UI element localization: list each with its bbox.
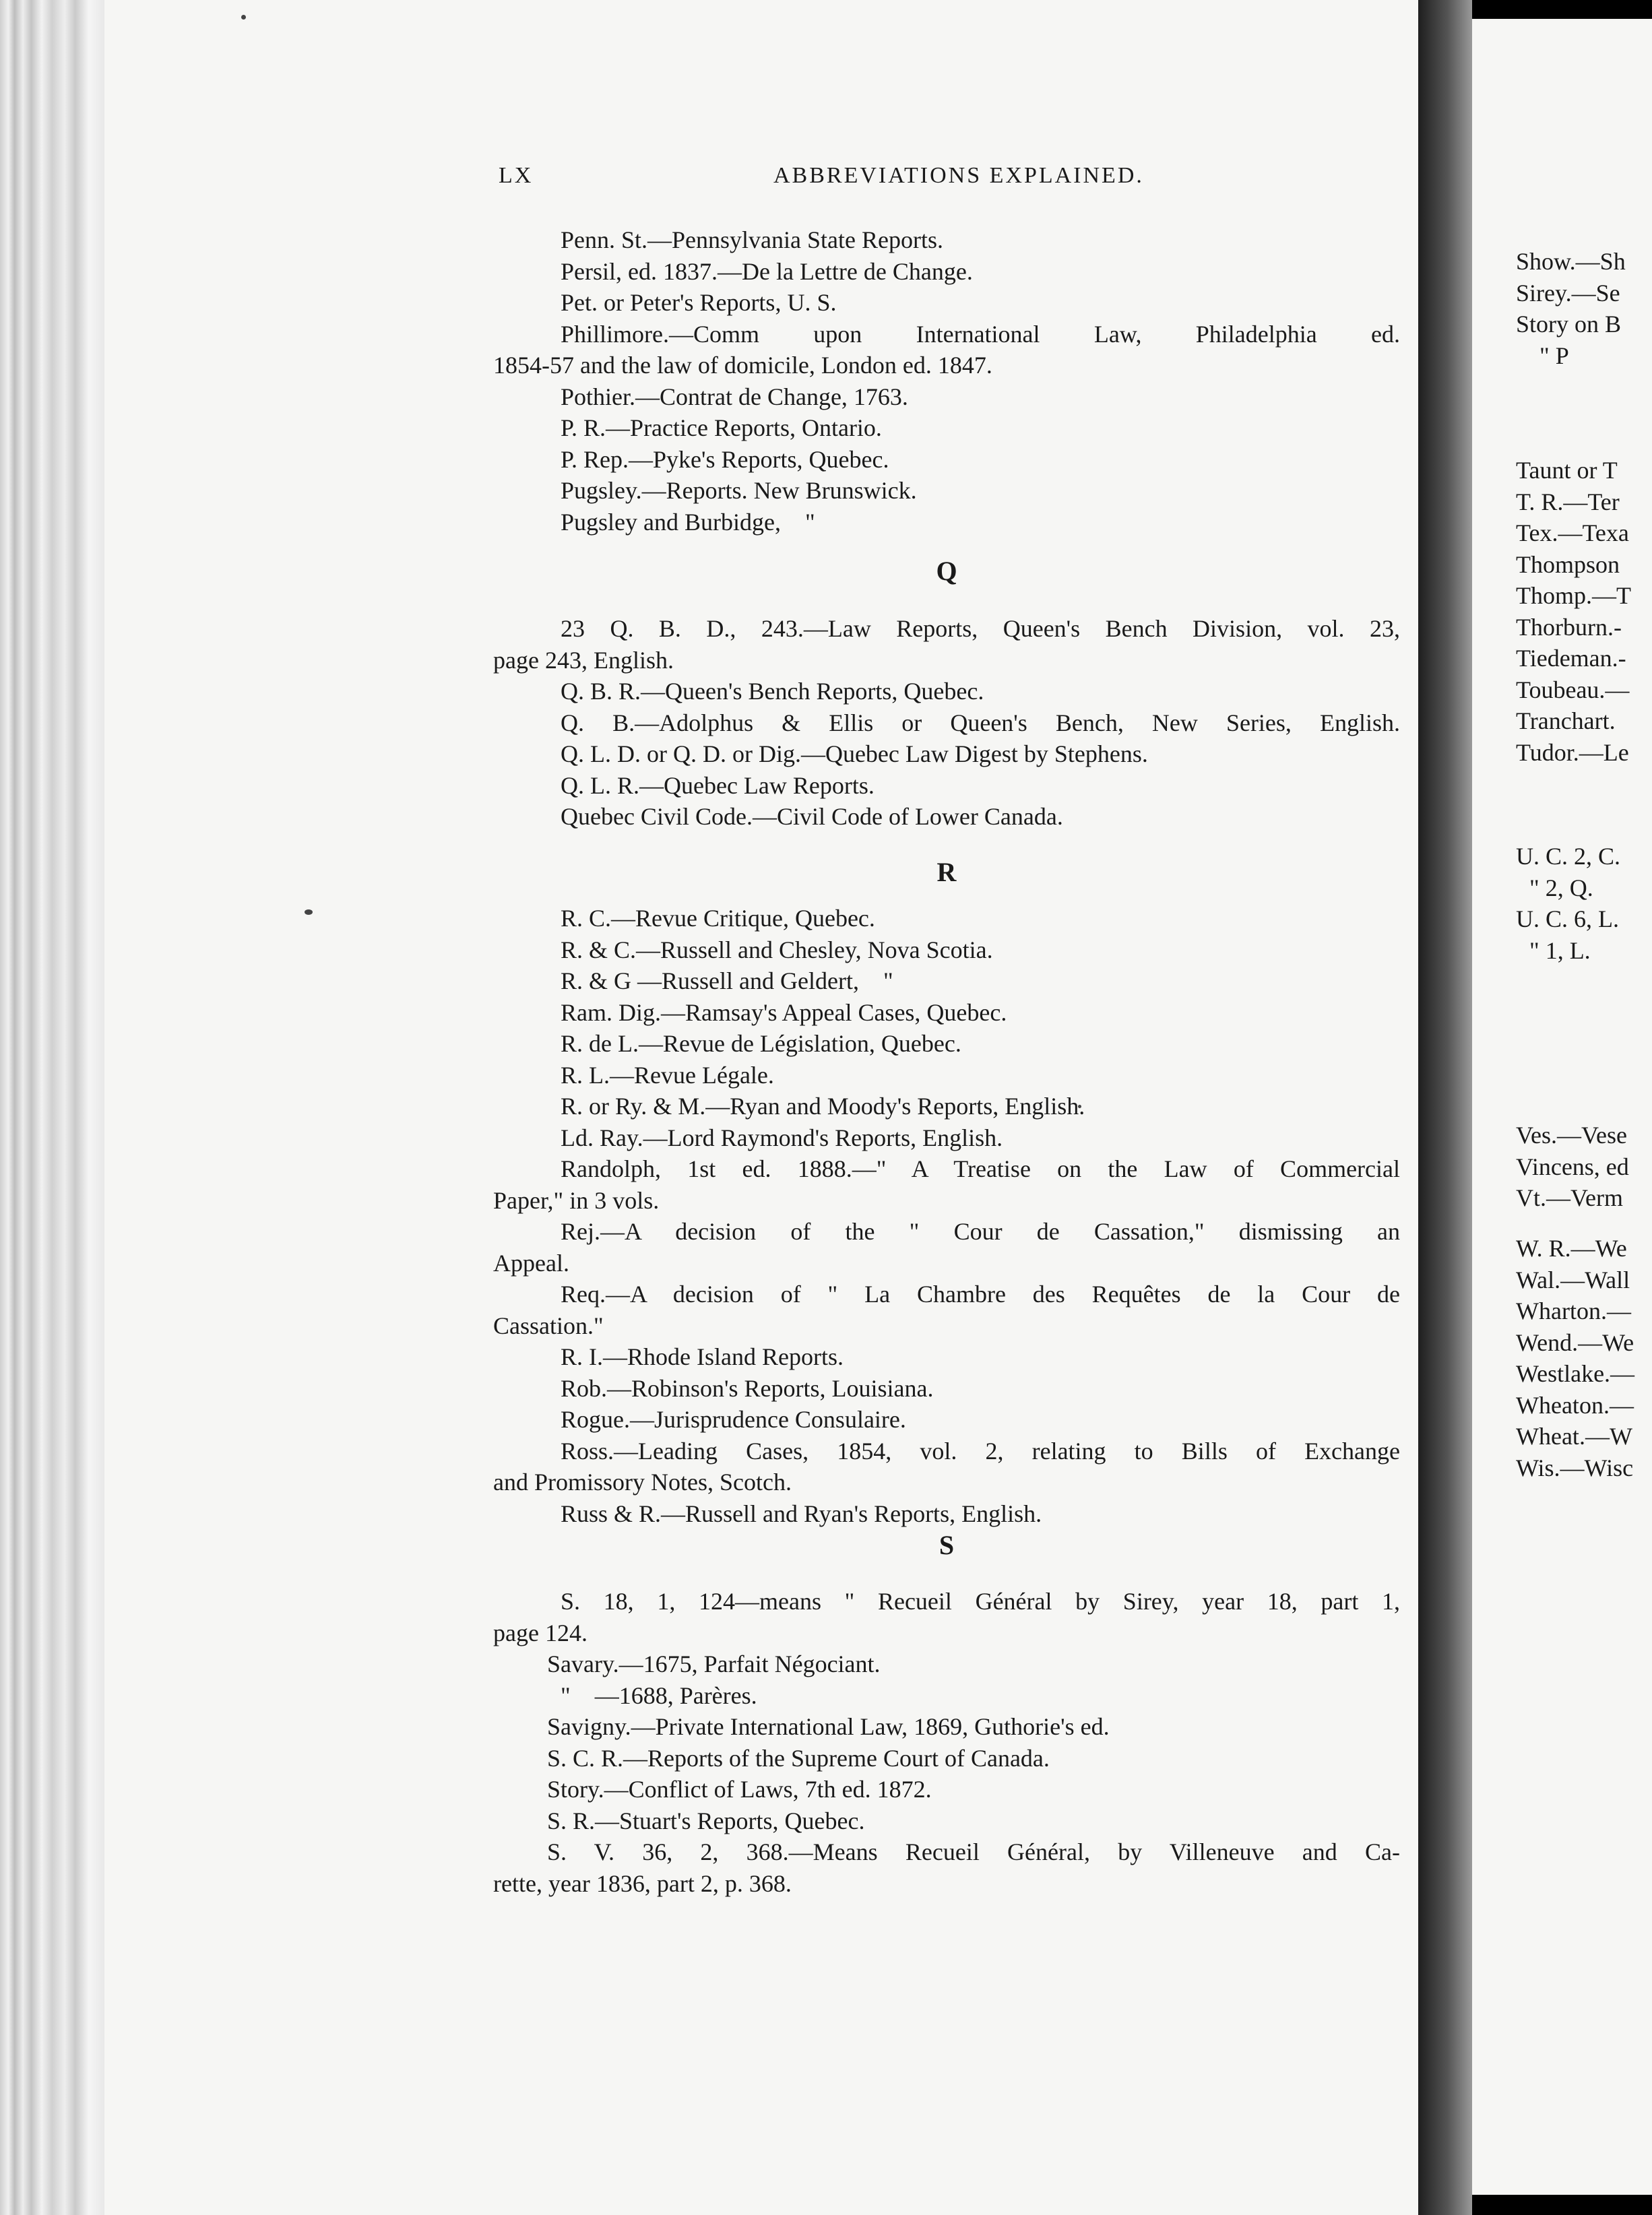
- right-page-block-v: [1516, 1120, 1629, 1214]
- page-number: LX: [499, 163, 534, 188]
- list-item: " —1688, Parères.: [561, 1681, 757, 1709]
- right-page-line: Wheaton.—: [1516, 1391, 1634, 1419]
- list-item: Pugsley and Burbidge, ": [561, 508, 815, 536]
- right-page-line: Wend.—We: [1516, 1328, 1634, 1356]
- list-item: Pugsley.—Reports. New Brunswick.: [561, 477, 917, 504]
- list-item: Phillimore.—Comm upon International Law, Philadelphia ed.: [561, 320, 1400, 348]
- list-item-continuation: and Promissory Notes, Scotch.: [493, 1469, 792, 1496]
- list-item: Q. B. R.—Queen's Bench Reports, Quebec.: [561, 678, 984, 705]
- list-item-continuation: Cassation.": [493, 1312, 604, 1339]
- list-item: Rej.—A decision of the " Cour de Cassation," dismissing an: [561, 1218, 1400, 1245]
- list-item: Pet. or Peter's Reports, U. S.: [561, 289, 837, 316]
- list-item: R. L.—Revue Légale.: [561, 1061, 774, 1089]
- section-letter-s: S: [939, 1530, 955, 1560]
- list-item: Q. L. R.—Quebec Law Reports.: [561, 771, 875, 799]
- list-item: S. C. R.—Reports of the Supreme Court of Canada.: [547, 1744, 1050, 1772]
- right-page-line: W. R.—We: [1516, 1235, 1627, 1262]
- list-item-continuation: 1854-57 and the law of domicile, London ed. 1847.: [493, 352, 992, 379]
- list-item-continuation: Appeal.: [493, 1249, 569, 1277]
- right-page-line: " P: [1539, 342, 1569, 369]
- list-item: Req.—A decision of " La Chambre des Requêtes de la Cour de: [561, 1281, 1400, 1308]
- list-item: R. & G —Russell and Geldert, ": [561, 967, 893, 994]
- list-item: Rob.—Robinson's Reports, Louisiana.: [561, 1374, 934, 1402]
- list-item: Ross.—Leading Cases, 1854, vol. 2, relating to Bills of Exchange: [561, 1437, 1400, 1465]
- list-item-continuation: page 124.: [493, 1619, 587, 1646]
- list-item-continuation: page 243, English.: [493, 646, 674, 674]
- section-p-entries: [493, 224, 1400, 538]
- list-item: Savigny.—Private International Law, 1869, Guthorie's ed.: [547, 1713, 1110, 1740]
- list-item: S. V. 36, 2, 368.—Means Recueil Général, by Villeneuve and Ca-: [547, 1838, 1400, 1865]
- list-item: R. de L.—Revue de Législation, Quebec.: [561, 1030, 961, 1057]
- right-page-line: Wis.—Wisc: [1516, 1454, 1634, 1481]
- right-page-line: Thomp.—T: [1516, 582, 1631, 609]
- list-item: Persil, ed. 1837.—De la Lettre de Change.: [561, 257, 973, 285]
- right-page-block-w: [1516, 1233, 1634, 1483]
- list-item: Story.—Conflict of Laws, 7th ed. 1872.: [547, 1776, 932, 1803]
- right-page-line: Tudor.—Le: [1516, 738, 1629, 766]
- right-page-line: Tiedeman.-: [1516, 645, 1626, 672]
- right-page-line: Toubeau.—: [1516, 676, 1630, 703]
- right-page-line: Wheat.—W: [1516, 1423, 1632, 1450]
- section-letter-q: Q: [936, 556, 957, 586]
- right-page-line: U. C. 6, L.: [1516, 905, 1619, 932]
- right-page-line: Thorburn.-: [1516, 613, 1622, 641]
- right-page-line: Tex.—Texa: [1516, 519, 1629, 546]
- book-gutter: [1418, 0, 1472, 2215]
- list-item: P. Rep.—Pyke's Reports, Quebec.: [561, 445, 889, 473]
- dust-speck: [241, 15, 246, 20]
- list-item: R. & C.—Russell and Chesley, Nova Scotia.: [561, 936, 993, 963]
- list-item-continuation: Paper," in 3 vols.: [493, 1186, 660, 1214]
- list-item: Quebec Civil Code.—Civil Code of Lower Canada.: [561, 803, 1063, 830]
- list-item: Ld. Ray.—Lord Raymond's Reports, English.: [561, 1124, 1003, 1151]
- list-item: R. I.—Rhode Island Reports.: [561, 1343, 844, 1370]
- list-item: Savary.—1675, Parfait Négociant.: [547, 1650, 881, 1677]
- right-page-line: T. R.—Ter: [1516, 488, 1620, 515]
- right-page-line: Sirey.—Se: [1516, 279, 1620, 307]
- right-page-line: U. C. 2, C.: [1516, 843, 1621, 870]
- right-page-line: " 2, Q.: [1529, 874, 1593, 901]
- right-page-line: Story on B: [1516, 311, 1622, 338]
- right-page-line: Tranchart.: [1516, 707, 1616, 734]
- right-page-line: Thompson: [1516, 550, 1620, 578]
- right-page-line: Ves.—Vese: [1516, 1122, 1627, 1149]
- list-item: R. C.—Revue Critique, Quebec.: [561, 905, 875, 932]
- list-item: Pothier.—Contrat de Change, 1763.: [561, 383, 908, 410]
- list-item: S. R.—Stuart's Reports, Quebec.: [547, 1807, 865, 1834]
- right-page-block-t: [1516, 455, 1631, 768]
- right-page-line: Taunt or T: [1516, 457, 1618, 484]
- right-page-line: Show.—Sh: [1516, 248, 1626, 275]
- right-page-line: Vt.—Verm: [1516, 1184, 1623, 1211]
- right-page-block-s: [1516, 246, 1626, 371]
- right-page-line: Wharton.—: [1516, 1297, 1631, 1324]
- right-page-line: Wal.—Wall: [1516, 1266, 1630, 1293]
- list-item: P. R.—Practice Reports, Ontario.: [561, 414, 882, 441]
- right-page-line: Vincens, ed: [1516, 1153, 1629, 1180]
- list-item: Ram. Dig.—Ramsay's Appeal Cases, Quebec.: [561, 998, 1007, 1026]
- list-item: Russ & R.—Russell and Ryan's Reports, English.: [561, 1500, 1042, 1527]
- right-page-line: " 1, L.: [1529, 936, 1591, 964]
- list-item: Randolph, 1st ed. 1888.—" A Treatise on the Law of Commercial: [561, 1155, 1400, 1182]
- list-item: Penn. St.—Pennsylvania State Reports.: [561, 226, 943, 253]
- list-item: Q. L. D. or Q. D. or Dig.—Quebec Law Digest by Stephens.: [561, 740, 1148, 767]
- list-item: R. or Ry. & M.—Ryan and Moody's Reports, English.: [561, 1093, 1085, 1120]
- dust-speck: [305, 909, 313, 915]
- section-q-entries: [493, 613, 1400, 833]
- right-page-line: Westlake.—: [1516, 1360, 1635, 1387]
- section-r-entries: [493, 903, 1400, 1529]
- right-page-block-u: [1516, 841, 1620, 966]
- running-title: ABBREVIATIONS EXPLAINED.: [773, 163, 1144, 188]
- list-item: Rogue.—Jurisprudence Consulaire.: [561, 1406, 906, 1433]
- section-s-entries: [493, 1586, 1400, 1899]
- list-item-continuation: rette, year 1836, part 2, p. 368.: [493, 1869, 792, 1897]
- list-item: S. 18, 1, 124—means " Recueil Général by Sirey, year 18, part 1,: [561, 1588, 1400, 1615]
- page-edge-stack: [0, 0, 104, 2215]
- list-item: Q. B.—Adolphus & Ellis or Queen's Bench, New Series, English.: [561, 709, 1400, 736]
- list-item: 23 Q. B. D., 243.—Law Reports, Queen's Bench Division, vol. 23,: [561, 615, 1400, 642]
- section-letter-r: R: [936, 857, 957, 887]
